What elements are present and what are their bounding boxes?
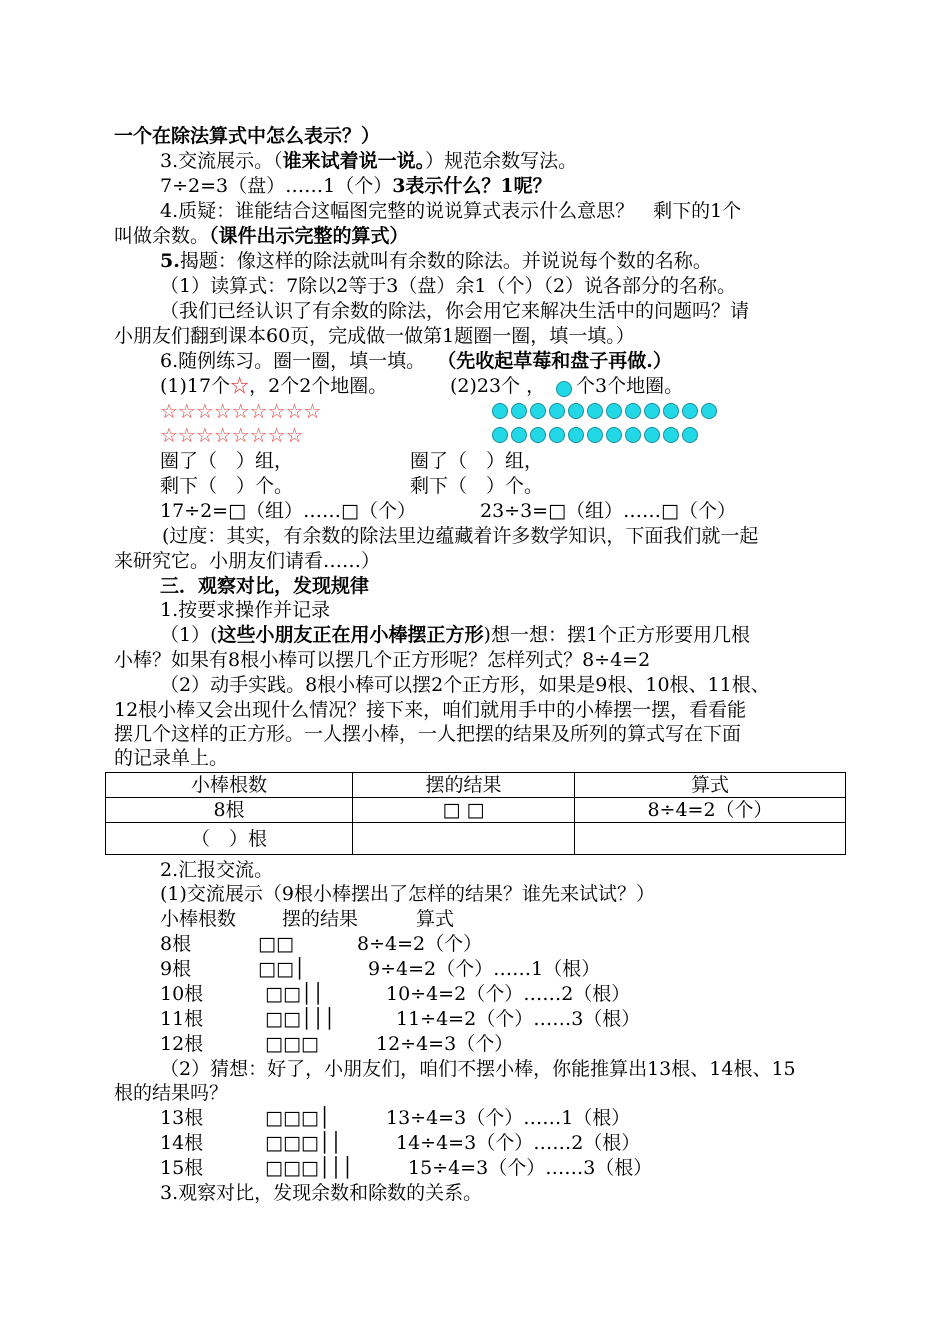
- table-cell: [575, 823, 846, 855]
- record-table: [105, 772, 846, 855]
- circle-icon: [587, 403, 603, 419]
- text-line: [160, 499, 416, 524]
- circle-icon: [606, 427, 622, 443]
- text-line: [160, 374, 387, 399]
- result-count: 9根: [160, 958, 192, 980]
- circle-icon: [663, 427, 679, 443]
- circle-icon: [492, 403, 508, 419]
- circle-icon: [549, 403, 565, 419]
- star-row: ☆☆☆☆☆☆☆☆: [160, 423, 304, 447]
- text: 小棒？如果有8根小棒可以摆几个正方形呢？怎样列式？8÷4=2: [114, 649, 651, 671]
- table-cell: 8根: [106, 798, 353, 823]
- text-line: [576, 374, 683, 399]
- text-line: [160, 274, 736, 299]
- result-formula: 9÷4=2（个）……1（根）: [368, 958, 601, 980]
- circle-icon: [568, 427, 584, 443]
- text: (1)17个: [160, 375, 231, 397]
- text: ，2个2个地圈。: [249, 375, 388, 397]
- result-formula: 14÷4=3（个）……2（根）: [396, 1132, 641, 1154]
- table-header: 算式: [575, 773, 846, 798]
- text-line: [114, 698, 746, 723]
- star-icon: ☆: [230, 375, 250, 397]
- text-line: [160, 174, 552, 199]
- column-label: 算式: [416, 908, 455, 930]
- text: 3.观察对比，发现余数和除数的关系。: [160, 1182, 483, 1204]
- blank: 剩下（ ）个。: [160, 475, 294, 497]
- bold-text: （先收起草莓和盘子再做.）: [437, 350, 672, 372]
- circle-icon: [549, 427, 565, 443]
- table-header-row: [106, 773, 846, 798]
- text-line: [114, 648, 650, 673]
- result-count: 14根: [160, 1132, 204, 1154]
- text-line: [160, 907, 236, 932]
- circle-icon: [644, 427, 660, 443]
- text: （我们已经认识了有余数的除法，你会用它来解决生活中的问题吗？请: [160, 300, 750, 322]
- text-line: [450, 374, 545, 399]
- circle-icon: [682, 403, 698, 419]
- column-label: 摆的结果: [282, 908, 359, 930]
- result-count: 12根: [160, 1033, 204, 1055]
- circle-icon: [530, 427, 546, 443]
- text: 一个在除法算式中怎么表示？）: [114, 125, 381, 147]
- text-line: [160, 474, 293, 499]
- text: ）规范余数写法。: [425, 150, 578, 172]
- text: )想一想：摆1个正方形要用几根: [483, 624, 751, 646]
- circle-icon: [663, 403, 679, 419]
- text-line: [480, 499, 736, 524]
- result-shape: □□□││: [265, 1132, 342, 1154]
- result-count: 15根: [160, 1157, 204, 1179]
- text: 4.质疑：谁能结合这幅图完整的说说算式表示什么意思？ 剩下的1个: [160, 200, 742, 222]
- text-line: [160, 623, 750, 648]
- text: 摆几个这样的正方形。一人摆小棒，一人把摆的结果及所列的算式写在下面: [114, 723, 742, 745]
- bold-text: （课件出示完整的算式）: [209, 225, 409, 247]
- circle-icon: [644, 403, 660, 419]
- text-line: [114, 549, 380, 574]
- formula: 17÷2=□（组）……□（个）: [160, 500, 417, 522]
- table-header: 摆的结果: [353, 773, 575, 798]
- text-line: [160, 1181, 482, 1206]
- text: 2.汇报交流。: [160, 859, 274, 881]
- text-line: [114, 124, 380, 149]
- table-header: 小棒根数: [106, 773, 353, 798]
- result-shape: □□□│: [265, 1107, 331, 1129]
- result-formula: 11÷4=2（个）……3（根）: [396, 1008, 641, 1030]
- text-line: [160, 249, 712, 274]
- circle-icon: [530, 403, 546, 419]
- circle-icon: [511, 427, 527, 443]
- result-shape: □□: [258, 933, 294, 955]
- text: 3.交流展示。（: [160, 150, 283, 172]
- circle-icon: [587, 427, 603, 443]
- star-row: ☆☆☆☆☆☆☆☆☆: [160, 399, 322, 423]
- result-formula: 8÷4=2（个）: [357, 933, 483, 955]
- circle-icon: [492, 427, 508, 443]
- text: 根的结果吗？: [114, 1082, 229, 1104]
- text: (1)交流展示（9根小棒摆出了怎样的结果？谁先来试试？）: [160, 883, 656, 905]
- text: （1）读算式：7除以2等于3（盘）余1（个）（2）说各部分的名称。: [160, 275, 737, 297]
- result-count: 10根: [160, 983, 204, 1005]
- table-cell: （ ）根: [106, 823, 353, 855]
- bold-text: 5.: [160, 250, 180, 272]
- circle-row: [492, 403, 717, 419]
- text-line: [114, 746, 228, 771]
- table-cell: 8÷4=2（个）: [575, 798, 846, 823]
- result-shape: □□│││: [265, 1008, 336, 1030]
- result-shape: □□□│││: [265, 1157, 354, 1179]
- text-line: [114, 224, 409, 249]
- text: (过度：其实，有余数的除法里边蕴藏着许多数学知识，下面我们就一起: [162, 525, 759, 547]
- formula: 23÷3=□（组）……□（个）: [480, 500, 737, 522]
- text: 12根小棒又会出现什么情况？接下来，咱们就用手中的小棒摆一摆，看看能: [114, 699, 747, 721]
- text-line: [114, 324, 635, 349]
- text-line: [160, 673, 770, 698]
- circle-row: [492, 427, 698, 443]
- text-line: [416, 907, 454, 932]
- circle-icon: [701, 403, 717, 419]
- text: （2）动手实践。8根小棒可以摆2个正方形，如果是9根、10根、11根、: [160, 674, 770, 696]
- bold-text: 谁来试着说一说。: [282, 150, 426, 172]
- result-formula: 13÷4=3（个）……1（根）: [386, 1107, 631, 1129]
- circle-icon: [682, 427, 698, 443]
- circle-icon: [625, 427, 641, 443]
- text-line: [410, 449, 543, 474]
- text: （2）猜想：好了，小朋友们，咱们不摆小棒，你能推算出13根、14根、15: [160, 1058, 796, 1080]
- text: 7÷2=3（盘）……1（个）: [160, 175, 393, 197]
- table-cell: [353, 823, 575, 855]
- result-shape: □□│: [258, 958, 306, 980]
- circle-icon: [511, 403, 527, 419]
- circle-icon: [568, 403, 584, 419]
- heading-text: 三．观察对比，发现规律: [160, 575, 370, 597]
- text: 来研究它。小朋友们请看……）: [114, 550, 381, 572]
- text-line: [162, 524, 758, 549]
- result-formula: 15÷4=3（个）……3（根）: [408, 1157, 653, 1179]
- text: 揭题：像这样的除法就叫有余数的除法。并说说每个数的名称。: [179, 250, 712, 272]
- result-shape: □□││: [265, 983, 324, 1005]
- text-line: [282, 907, 358, 932]
- result-formula: 12÷4=3（个）: [376, 1033, 514, 1055]
- text: 个3个地圈。: [576, 375, 684, 397]
- circle-icon: [606, 403, 622, 419]
- result-count: 11根: [160, 1008, 204, 1030]
- text-line: [160, 1057, 796, 1082]
- section-heading: [160, 574, 369, 599]
- text: 6.随例练习。圈一圈，填一填。: [160, 350, 426, 372]
- circle-icon: [556, 381, 572, 397]
- table-row: [106, 798, 846, 823]
- text: 叫做余数。: [114, 225, 210, 247]
- table-cell: □ □: [353, 798, 575, 823]
- result-formula: 10÷4=2（个）……2（根）: [386, 983, 631, 1005]
- text-line: [160, 449, 293, 474]
- blank: 圈了（ ）组，: [410, 450, 544, 472]
- text-line: [160, 199, 741, 224]
- circle-icon: [625, 403, 641, 419]
- text-line: [114, 1081, 228, 1106]
- text-line: [160, 349, 672, 374]
- text: 的记录单上。: [114, 747, 229, 769]
- text: （1）(: [160, 624, 218, 646]
- text: 1.按要求操作并记录: [160, 599, 331, 621]
- text: (2)23个 ，: [450, 375, 546, 397]
- text: 小朋友们翻到课本60页，完成做一做第1题圈一圈，填一填。）: [114, 325, 635, 347]
- blank: 圈了（ ）组，: [160, 450, 294, 472]
- text-line: [114, 722, 741, 747]
- result-count: 8根: [160, 933, 192, 955]
- text-line: [160, 882, 655, 907]
- text-line: [160, 299, 749, 324]
- blank: 剩下（ ）个。: [410, 475, 544, 497]
- bold-text: 这些小朋友正在用小棒摆正方形: [217, 624, 484, 646]
- result-count: 13根: [160, 1107, 204, 1129]
- text-line: [160, 598, 330, 623]
- text-line: [160, 858, 273, 883]
- text-line: [160, 149, 577, 174]
- column-label: 小棒根数: [160, 908, 237, 930]
- text-line: [410, 474, 543, 499]
- bold-text: 3表示什么？1呢？: [392, 175, 552, 197]
- result-shape: □□□: [265, 1033, 319, 1055]
- table-row: [106, 823, 846, 855]
